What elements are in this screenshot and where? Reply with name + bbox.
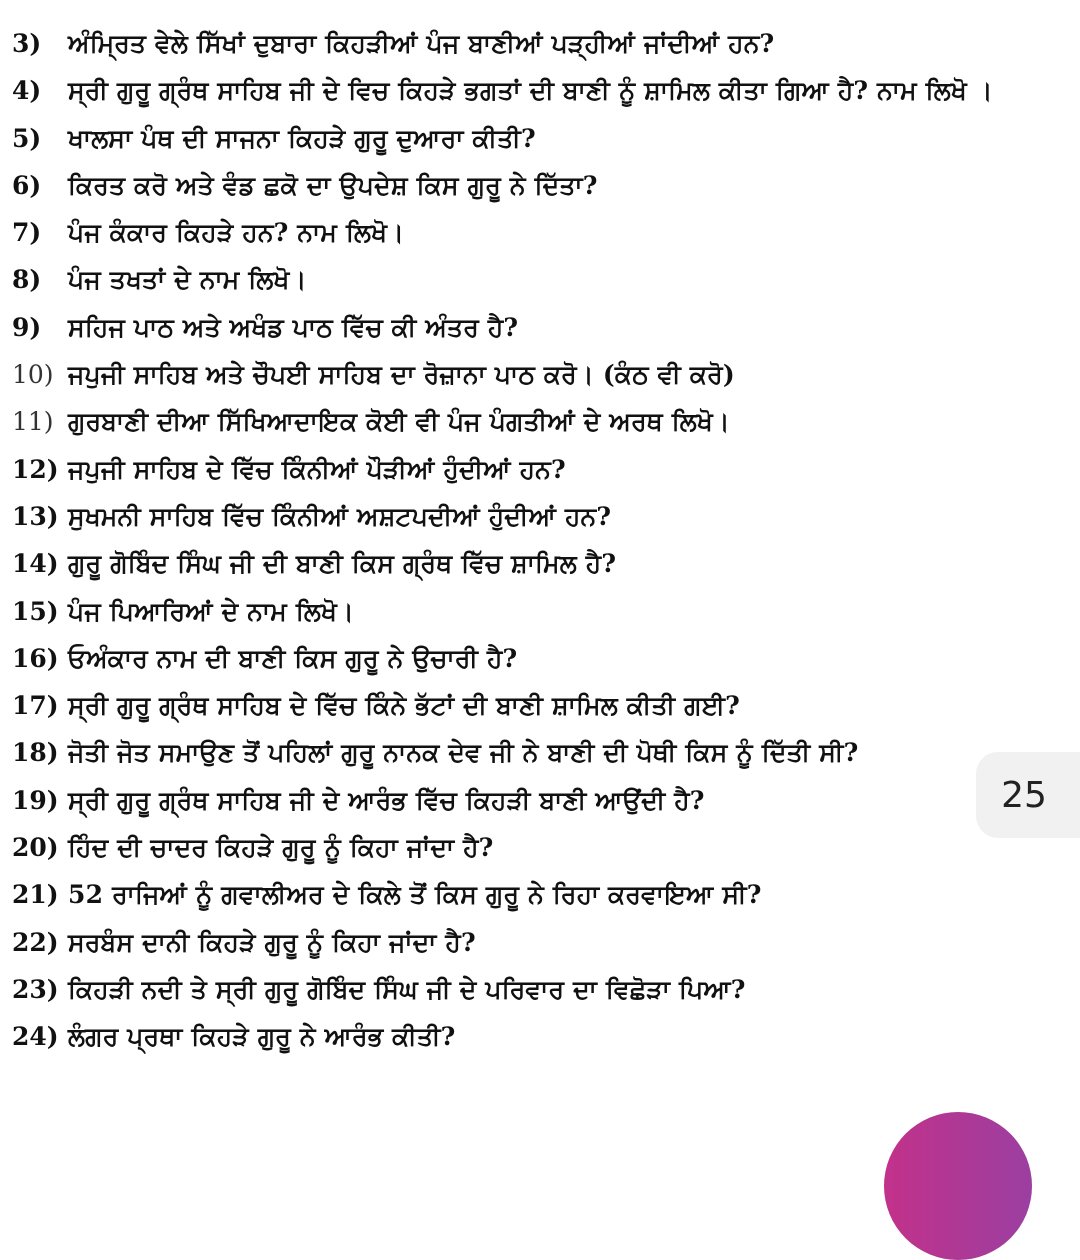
question-number: 21): [12, 880, 59, 910]
question-text: ਸਹਿਜ ਪਾਠ ਅਤੇ ਅਖੰਡ ਪਾਠ ਵਿੱਚ ਕੀ ਅੰਤਰ ਹੈ?: [68, 312, 519, 342]
question-text: ਸ੍ਰੀ ਗੁਰੂ ਗ੍ਰੰਥ ਸਾਹਿਬ ਜੀ ਦੇ ਆਰੰਭ ਵਿੱਚ ਕਿਹੜੀ ਬਾਣੀ ਆਉਂਦੀ ਹੈ?: [68, 785, 705, 815]
question-list: [12, 20, 1074, 1061]
list-item: [12, 398, 1074, 445]
list-item: [12, 162, 1074, 209]
question-text: ਹਿੰਦ ਦੀ ਚਾਦਰ ਕਿਹੜੇ ਗੁਰੂ ਨੂੰ ਕਿਹਾ ਜਾਂਦਾ ਹੈ?: [68, 833, 494, 863]
question-number: 8): [12, 265, 42, 295]
question-number: 19): [12, 785, 59, 815]
list-item: [12, 682, 1074, 729]
question-number: 18): [12, 738, 59, 768]
question-text: ਜੋਤੀ ਜੋਤ ਸਮਾਉਣ ਤੋਂ ਪਹਿਲਾਂ ਗੁਰੂ ਨਾਨਕ ਦੇਵ ਜੀ ਨੇ ਬਾਣੀ ਦੀ ਪੋਥੀ ਕਿਸ ਨੂੰ ਦਿੱਤੀ ਸੀ?: [68, 738, 859, 768]
question-number: 14): [12, 549, 59, 579]
question-text: ਕਿਰਤ ਕਰੋ ਅਤੇ ਵੰਡ ਛਕੋ ਦਾ ਉਪਦੇਸ਼ ਕਿਸ ਗੁਰੂ ਨੇ ਦਿੱਤਾ?: [68, 170, 598, 200]
question-number: 23): [12, 974, 59, 1004]
list-item: [12, 774, 1074, 824]
question-number: 12): [12, 454, 59, 484]
list-item: [12, 493, 1074, 540]
question-number: 6): [12, 170, 42, 200]
question-number: 4): [12, 76, 42, 106]
question-text: ਅੰਮ੍ਰਿਤ ਵੇਲੇ ਸਿੱਖਾਂ ਦੁਬਾਰਾ ਕਿਹੜੀਆਂ ਪੰਜ ਬਾਣੀਆਂ ਪੜ੍ਹੀਆਂ ਜਾਂਦੀਆਂ ਹਨ?: [68, 29, 775, 58]
question-number: 20): [12, 833, 59, 863]
question-number: 24): [12, 1022, 59, 1052]
list-item: [12, 67, 1074, 114]
question-text: ਸ੍ਰੀ ਗੁਰੂ ਗ੍ਰੰਥ ਸਾਹਿਬ ਜੀ ਦੇ ਵਿਚ ਕਿਹੜੇ ਭਗਤਾਂ ਦੀ ਬਾਣੀ ਨੂੰ ਸ਼ਾਮਿਲ ਕੀਤਾ ਗਿਆ ਹੈ? ਨਾਮ ਲਿਖੋ ।: [68, 76, 993, 106]
list-item: [12, 871, 1074, 918]
question-text: ਸੁਖਮਨੀ ਸਾਹਿਬ ਵਿੱਚ ਕਿੰਨੀਆਂ ਅਸ਼ਟਪਦੀਆਂ ਹੁੰਦੀਆਂ ਹਨ?: [68, 501, 612, 531]
list-item: [12, 20, 1074, 67]
list-item: [12, 966, 1074, 1013]
question-number: 5): [12, 123, 42, 153]
list-item: [12, 446, 1074, 493]
question-text: ਪੰਜ ਪਿਆਰਿਆਂ ਦੇ ਨਾਮ ਲਿਖੋ।: [68, 596, 355, 626]
question-text: ਪੰਜ ਕੰਕਾਰ ਕਿਹੜੇ ਹਨ? ਨਾਮ ਲਿਖੋ।: [68, 218, 405, 248]
list-item: [12, 540, 1074, 587]
list-item: [12, 729, 1074, 776]
list-item: [12, 1013, 1074, 1060]
question-number: 9): [12, 312, 42, 342]
list-item: [12, 635, 1074, 682]
question-text: ਓਅੰਕਾਰ ਨਾਮ ਦੀ ਬਾਣੀ ਕਿਸ ਗੁਰੂ ਨੇ ਉਚਾਰੀ ਹੈ?: [68, 643, 518, 673]
list-item: [12, 588, 1074, 635]
question-number: 11): [12, 407, 54, 437]
question-number: 16): [12, 643, 59, 673]
question-text: ਜਪੁਜੀ ਸਾਹਿਬ ਅਤੇ ਚੌਪਈ ਸਾਹਿਬ ਦਾ ਰੋਜ਼ਾਨਾ ਪਾਠ ਕਰੋ। (ਕੰਠ ਵੀ ਕਰੋ): [68, 360, 735, 390]
question-text: ਸ੍ਰੀ ਗੁਰੂ ਗ੍ਰੰਥ ਸਾਹਿਬ ਦੇ ਵਿੱਚ ਕਿੰਨੇ ਭੱਟਾਂ ਦੀ ਬਾਣੀ ਸ਼ਾਮਿਲ ਕੀਤੀ ਗਈ?: [68, 691, 740, 721]
question-text: ਕਿਹੜੀ ਨਦੀ ਤੇ ਸ੍ਰੀ ਗੁਰੂ ਗੋਬਿੰਦ ਸਿੰਘ ਜੀ ਦੇ ਪਰਿਵਾਰ ਦਾ ਵਿਛੋੜਾ ਪਿਆ?: [68, 974, 746, 1004]
question-number: 7): [12, 218, 42, 248]
list-item: [12, 351, 1074, 398]
list-item: [12, 209, 1074, 256]
page-number-indicator: [976, 752, 1080, 838]
question-text: ਸਰਬੰਸ ਦਾਨੀ ਕਿਹੜੇ ਗੁਰੂ ਨੂੰ ਕਿਹਾ ਜਾਂਦਾ ਹੈ?: [68, 927, 476, 957]
question-number: 15): [12, 596, 59, 626]
list-item: [12, 824, 1074, 871]
floating-action-button[interactable]: [884, 1112, 1032, 1260]
question-text: ਖਾਲਸਾ ਪੰਥ ਦੀ ਸਾਜਨਾ ਕਿਹੜੇ ਗੁਰੂ ਦੁਆਰਾ ਕੀਤੀ?: [68, 123, 536, 153]
list-item: [12, 919, 1074, 966]
list-item: [12, 304, 1074, 351]
question-number: 13): [12, 501, 59, 531]
question-text: ਲੰਗਰ ਪ੍ਰਥਾ ਕਿਹੜੇ ਗੁਰੂ ਨੇ ਆਰੰਭ ਕੀਤੀ?: [68, 1022, 456, 1052]
question-number: 22): [12, 927, 59, 957]
question-number: 10): [12, 360, 54, 390]
list-item: [12, 256, 1074, 303]
question-text: 52 ਰਾਜਿਆਂ ਨੂੰ ਗਵਾਲੀਅਰ ਦੇ ਕਿਲੇ ਤੋਂ ਕਿਸ ਗੁਰੂ ਨੇ ਰਿਹਾ ਕਰਵਾਇਆ ਸੀ?: [68, 880, 762, 910]
page-number: 25: [1001, 774, 1047, 816]
question-text: ਗੁਰਬਾਣੀ ਦੀਆ ਸਿੱਖਿਆਦਾਇਕ ਕੋਈ ਵੀ ਪੰਜ ਪੰਗਤੀਆਂ ਦੇ ਅਰਥ ਲਿਖੋ।: [68, 407, 730, 437]
question-text: ਜਪੁਜੀ ਸਾਹਿਬ ਦੇ ਵਿੱਚ ਕਿੰਨੀਆਂ ਪੌੜੀਆਂ ਹੁੰਦੀਆਂ ਹਨ?: [68, 454, 566, 484]
question-text: ਗੁਰੂ ਗੋਬਿੰਦ ਸਿੰਘ ਜੀ ਦੀ ਬਾਣੀ ਕਿਸ ਗ੍ਰੰਥ ਵਿੱਚ ਸ਼ਾਮਿਲ ਹੈ?: [68, 549, 617, 579]
question-number: 17): [12, 691, 59, 721]
question-number: 3): [12, 29, 42, 58]
list-item: [12, 115, 1074, 162]
question-text: ਪੰਜ ਤਖਤਾਂ ਦੇ ਨਾਮ ਲਿਖੋ।: [68, 265, 307, 295]
